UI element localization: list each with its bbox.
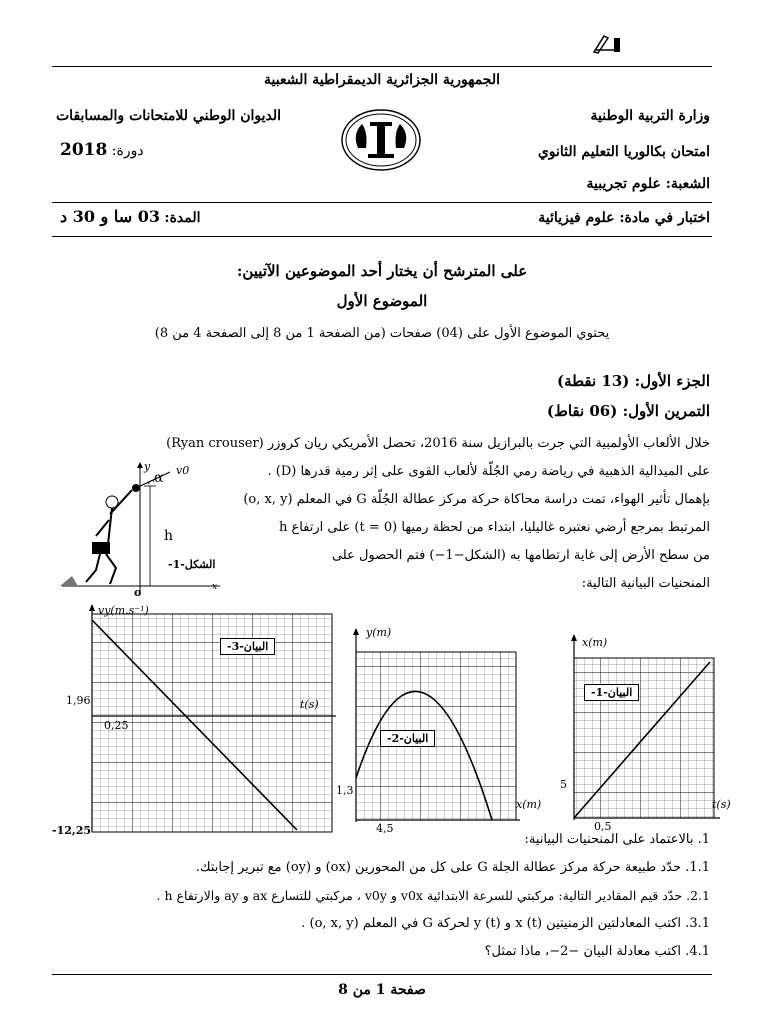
graph-3-tick-y: 1,96 bbox=[66, 694, 91, 707]
exercise-line-4: المرتبط بمرجع أرضي نعتبره غاليليا، ابتداء من لحظة رميها (t = 0) على ارتفاع h bbox=[278, 520, 710, 535]
fig1-caption: الشكل-1- bbox=[168, 558, 216, 571]
topic-pages: يحتوي الموضوع الأول على (04) صفحات (من الصفحة 1 من 8 إلى الصفحة 4 من 8) bbox=[154, 326, 610, 341]
graph-3-legend: البيان-3- bbox=[220, 638, 275, 655]
graph-3-xlabel: t(s) bbox=[300, 698, 319, 711]
question-4-1: 4.1. اكتب معادلة البيان −2−، ماذا تمثل؟ bbox=[484, 944, 710, 959]
graph-3-ylabel: vy(m.s⁻¹) bbox=[98, 604, 149, 617]
part-title: الجزء الأول: (13 نقطة) bbox=[556, 372, 710, 390]
ministry: وزارة التربية الوطنية bbox=[590, 108, 710, 124]
duration-value: 03 سا و 30 د bbox=[60, 207, 160, 226]
subject: اختبار في مادة: علوم فيزيائية bbox=[538, 210, 710, 226]
graph-1-legend: البيان-1- bbox=[584, 684, 639, 701]
pen-paper-icon bbox=[592, 32, 622, 54]
fig1-y-label: y bbox=[144, 460, 151, 473]
page-number: صفحة 1 من 8 bbox=[338, 982, 426, 998]
exercise-line-2: على الميدالية الذهبية في رياضة رمي الجُلّة لألعاب القوى على إثر رمية قدرها (D) . bbox=[267, 464, 710, 479]
question-1-1: 1.1. حدّد طبيعة حركة مركز عطالة الجلة G على كل من المحورين (ox) و (oy) مع تبرير إجابتك. bbox=[195, 860, 710, 875]
graph-1-tick-y: 5 bbox=[560, 778, 567, 791]
figure-1 bbox=[52, 458, 224, 598]
exercise-title: التمرين الأول: (06 نقاط) bbox=[546, 402, 710, 420]
question-2-1: 2.1. حدّد قيم المقادير التالية: مركبتي للسرعة الابتدائية v0x و v0y ، مركبتي للتسارع ax و ay والارتفاع h . bbox=[156, 888, 710, 903]
graph-3-tick-ymin: -12,25 bbox=[52, 824, 92, 837]
exercise-line-3: بإهمال تأثير الهواء، تمت دراسة محاكاة حركة مركز عطالة الجُلّة G في المعلم (o, x, y) bbox=[243, 492, 710, 507]
session-label: دورة: bbox=[111, 143, 144, 159]
session-year: 2018 bbox=[60, 140, 108, 160]
fig1-h-label: h bbox=[164, 528, 174, 544]
header-bottom-rule bbox=[52, 236, 712, 237]
graph-2-tick-y: 1,3 bbox=[336, 784, 354, 797]
topic-title: الموضوع الأول bbox=[336, 292, 428, 310]
graph-2-ylabel: y(m) bbox=[366, 626, 392, 639]
exam-title: امتحان بكالوريا التعليم الثانوي bbox=[537, 144, 710, 160]
session bbox=[60, 140, 144, 160]
header-top-rule bbox=[52, 66, 712, 67]
graph-3-svg bbox=[52, 602, 340, 834]
exercise-line-1: خلال الألعاب الأولمبية التي جرت بالبرازيل سنة 2016، تحصل الأمريكي ريان كروزر (Ryan crouser) bbox=[166, 436, 710, 451]
graph-1-svg bbox=[560, 632, 730, 828]
fig1-alpha-label: α bbox=[154, 470, 164, 486]
header-mid-rule bbox=[52, 202, 712, 203]
graph-2 bbox=[336, 626, 542, 836]
branch: الشعبة: علوم تجريبية bbox=[586, 176, 710, 192]
fig1-o-label: o bbox=[134, 586, 142, 599]
exercise-line-5: من سطح الأرض إلى غاية ارتطامها به (الشكل−1−) فتم الحصول على bbox=[331, 548, 710, 563]
graph-3 bbox=[52, 602, 340, 837]
graph-2-legend: البيان-2- bbox=[380, 730, 435, 747]
graph-1-ylabel: x(m) bbox=[582, 636, 608, 649]
graph-1-tick-x: 0,5 bbox=[594, 820, 612, 833]
republic-title: الجمهورية الجزائرية الديمقراطية الشعبية bbox=[263, 72, 500, 88]
emblem-logo bbox=[340, 108, 422, 172]
question-1: 1. بالاعتماد على المنحنيات البيانية: bbox=[524, 832, 710, 847]
office: الديوان الوطني للامتحانات والمسابقات bbox=[56, 108, 282, 124]
question-3-1: 3.1. اكتب المعادلتين الزمنيتين x (t) و y (t) لحركة G في المعلم (o, x, y) . bbox=[301, 916, 710, 931]
graph-1-xlabel: t(s) bbox=[712, 798, 731, 811]
graph-2-tick-x: 4,5 bbox=[376, 822, 394, 835]
graph-3-tick-x: 0,25 bbox=[104, 719, 129, 732]
fig1-v0-label: v0 bbox=[176, 464, 190, 477]
exercise-line-6: المنحنيات البيانية التالية: bbox=[581, 576, 710, 591]
duration bbox=[60, 207, 201, 226]
choose-instruction: على المترشح أن يختار أحد الموضوعين الآتيين: bbox=[236, 262, 528, 280]
duration-label: المدة: bbox=[164, 210, 201, 226]
graph-2-xlabel: x(m) bbox=[516, 798, 542, 811]
graph-2-svg bbox=[340, 626, 538, 836]
graph-1 bbox=[560, 632, 731, 833]
fig1-x-label: x bbox=[212, 582, 218, 592]
footer-rule bbox=[52, 974, 712, 975]
